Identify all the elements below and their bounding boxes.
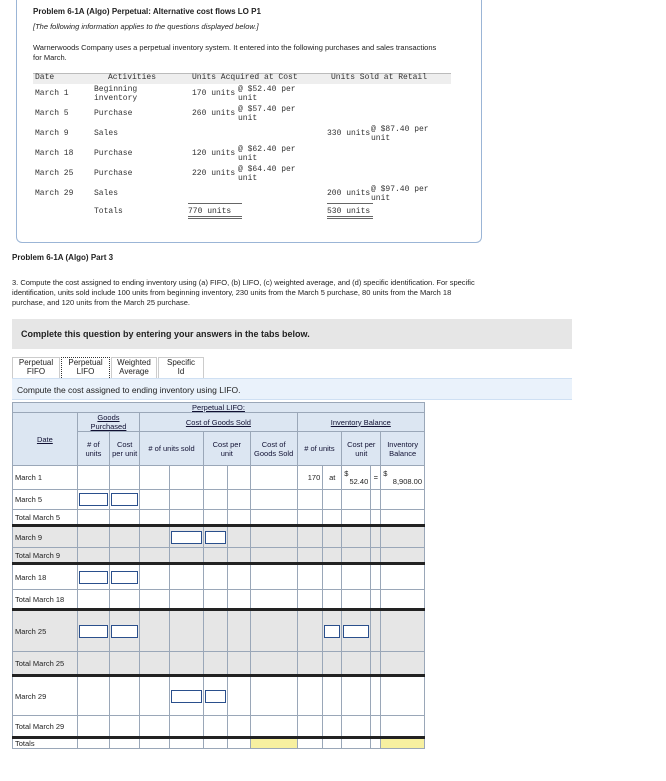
grid-cell	[342, 652, 371, 676]
grid-cell	[140, 738, 170, 749]
grid-cell	[110, 716, 140, 738]
info-row-acq-units: 170 units	[192, 89, 236, 98]
info-row-date: March 25	[35, 169, 74, 178]
part-title: Problem 6-1A (Algo) Part 3	[12, 253, 114, 262]
answer-input[interactable]	[79, 625, 108, 638]
info-row-sold-price: @ $97.40 per unit	[371, 185, 429, 203]
total-acquired: 770 units	[188, 203, 242, 219]
grid-cell	[170, 716, 203, 738]
grid-cell	[323, 738, 342, 749]
lifo-row	[13, 510, 425, 526]
grid-cell	[250, 490, 297, 510]
grid-cell	[342, 738, 371, 749]
info-row-activity: Purchase	[94, 169, 133, 178]
grid-cell	[250, 716, 297, 738]
march1-cost-dollar: $	[344, 468, 349, 478]
info-row-date: March 18	[35, 149, 74, 158]
grid-cell	[170, 652, 203, 676]
grid-cell[interactable]	[110, 490, 140, 510]
grid-cell	[371, 548, 381, 564]
grid-cell	[228, 490, 250, 510]
row-label: Total March 18	[13, 590, 78, 610]
grid-cell	[342, 490, 371, 510]
lifo-row	[13, 548, 425, 564]
grid-cell	[170, 738, 203, 749]
info-row-sold-price: @ $87.40 per unit	[371, 125, 429, 143]
grid-cell	[297, 716, 323, 738]
grid-cell	[170, 590, 203, 610]
grid-cell[interactable]	[170, 526, 203, 548]
th-sold-cost: Cost per unit	[203, 432, 250, 466]
row-label: March 18	[13, 564, 78, 590]
grid-cell	[323, 652, 342, 676]
grid-cell	[203, 466, 228, 490]
grid-cell	[77, 652, 109, 676]
grid-cell	[297, 526, 323, 548]
lifo-row	[13, 676, 425, 716]
grid-cell	[381, 564, 425, 590]
row-label: March 29	[13, 676, 78, 716]
grid-cell	[381, 590, 425, 610]
row-label: Total March 29	[13, 716, 78, 738]
info-note: [The following information applies to the questions displayed below.]	[33, 22, 259, 31]
lifo-row	[13, 526, 425, 548]
info-totals-label: Totals	[94, 207, 123, 216]
row-label: March 25	[13, 610, 78, 652]
grid-cell	[203, 564, 228, 590]
grid-cell	[228, 510, 250, 526]
row-label: Total March 5	[13, 510, 78, 526]
grid-cell	[140, 548, 170, 564]
th-purchased-units: # of units	[77, 432, 109, 466]
info-row-acq-units: 120 units	[192, 149, 236, 158]
grid-cell	[110, 590, 140, 610]
grid-cell	[140, 652, 170, 676]
info-row-acq-cost: @ $62.40 per unit	[238, 145, 296, 163]
grid-cell	[323, 510, 342, 526]
march1-at: at	[323, 466, 342, 490]
answer-input[interactable]	[79, 493, 108, 506]
grid-cell	[250, 676, 297, 716]
col-units-sold: Units Sold at Retail	[331, 73, 428, 82]
grid-cell	[381, 610, 425, 652]
grid-cell	[381, 652, 425, 676]
grid-cell	[228, 738, 250, 749]
answer-input[interactable]	[343, 625, 369, 638]
grid-cell	[170, 510, 203, 526]
grid-cell	[140, 510, 170, 526]
row-label: March 1	[13, 466, 78, 490]
grid-cell	[297, 610, 323, 652]
grid-cell	[77, 548, 109, 564]
th-date: Date	[13, 413, 78, 466]
grid-cell	[140, 610, 170, 652]
info-row-activity: Purchase	[94, 109, 133, 118]
grid-cell	[140, 466, 170, 490]
tab-weighted-average[interactable]: Weighted Average	[111, 357, 157, 378]
info-row-acq-units: 260 units	[192, 109, 236, 118]
grid-cell	[203, 652, 228, 676]
grid-cell	[203, 610, 228, 652]
lifo-row	[13, 590, 425, 610]
grid-cell	[250, 610, 297, 652]
tab-perpetual-lifo[interactable]: Perpetual LIFO	[61, 357, 110, 378]
grid-cell[interactable]	[110, 564, 140, 590]
info-row-acq-cost: @ $57.40 per unit	[238, 105, 296, 123]
grid-cell	[110, 526, 140, 548]
grid-cell	[250, 510, 297, 526]
grid-cell	[342, 526, 371, 548]
grid-cell	[110, 510, 140, 526]
grid-cell	[228, 590, 250, 610]
answer-input[interactable]	[79, 571, 108, 584]
grid-cell	[140, 526, 170, 548]
instructions-banner	[12, 319, 572, 349]
grid-cell	[170, 466, 203, 490]
grid-cell	[381, 510, 425, 526]
grid-cell	[228, 610, 250, 652]
grid-cell	[371, 676, 381, 716]
info-row-date: March 9	[35, 129, 69, 138]
grid-cell	[381, 526, 425, 548]
lifo-row	[13, 564, 425, 590]
grid-cell	[140, 590, 170, 610]
th-balance-cost: Cost per unit	[342, 432, 381, 466]
grid-cell	[250, 652, 297, 676]
grid-cell	[342, 716, 371, 738]
info-row-acq-units: 220 units	[192, 169, 236, 178]
tab-perpetual-fifo[interactable]: Perpetual FIFO	[12, 357, 60, 378]
grid-cell	[297, 676, 323, 716]
info-row-activity: Purchase	[94, 149, 133, 158]
col-units-acquired: Units Acquired at Cost	[192, 73, 298, 82]
tab-specific-id[interactable]: Specific Id	[158, 357, 204, 378]
grid-cell	[371, 738, 381, 749]
grid-cell	[371, 490, 381, 510]
grid-cell	[203, 738, 228, 749]
grid-cell	[323, 548, 342, 564]
info-row-date: March 5	[35, 109, 69, 118]
grid-cell	[342, 676, 371, 716]
grid-cell	[323, 590, 342, 610]
grid-cell	[140, 676, 170, 716]
grid-cell	[381, 490, 425, 510]
grid-cell	[250, 564, 297, 590]
row-label: Totals	[13, 738, 78, 749]
grid-cell	[203, 490, 228, 510]
info-row-activity: Beginning inventory	[94, 85, 138, 103]
lifo-row	[13, 716, 425, 738]
grid-cell[interactable]	[203, 676, 228, 716]
grid-cell	[250, 548, 297, 564]
grid-cell	[228, 548, 250, 564]
grid-cell[interactable]	[203, 526, 228, 548]
row-label: March 5	[13, 490, 78, 510]
info-row-acq-cost: @ $52.40 per unit	[238, 85, 296, 103]
th-purchased-cost: Cost per unit	[110, 432, 140, 466]
grid-cell	[170, 564, 203, 590]
grid-cell[interactable]	[110, 610, 140, 652]
info-row-sold-units: 330 units	[327, 129, 371, 138]
lifo-table	[12, 402, 425, 749]
instruction-bar: Compute the cost assigned to ending inventory using LIFO.	[12, 378, 572, 400]
grid-cell	[323, 526, 342, 548]
grid-cell[interactable]	[77, 490, 109, 510]
grid-cell	[250, 466, 297, 490]
grid-cell	[371, 610, 381, 652]
answer-input[interactable]	[111, 571, 138, 584]
info-row-activity: Sales	[94, 189, 119, 198]
lifo-row	[13, 610, 425, 652]
grid-cell	[342, 590, 371, 610]
march1-cost-cell	[342, 466, 371, 490]
grid-cell	[77, 676, 109, 716]
march1-balance-dollar: $	[383, 468, 388, 478]
grid-cell	[250, 590, 297, 610]
lifo-row	[13, 466, 425, 490]
march1-equals: =	[371, 466, 381, 490]
lifo-row	[13, 738, 425, 749]
grid-cell	[323, 676, 342, 716]
grid-cell	[381, 716, 425, 738]
grid-cell	[371, 526, 381, 548]
grid-cell	[297, 548, 323, 564]
info-row-date: March 29	[35, 189, 74, 198]
th-units-sold: # of units sold	[140, 432, 204, 466]
grid-cell	[371, 564, 381, 590]
grid-cell	[323, 564, 342, 590]
info-row-activity: Sales	[94, 129, 119, 138]
grid-cell	[323, 490, 342, 510]
grid-cell	[110, 652, 140, 676]
grid-cell	[297, 510, 323, 526]
grid-cell	[297, 564, 323, 590]
answer-input[interactable]	[324, 625, 340, 638]
grid-cell	[371, 510, 381, 526]
row-label: Total March 25	[13, 652, 78, 676]
col-date: Date	[35, 73, 55, 82]
grid-cell	[228, 716, 250, 738]
grid-cell	[110, 548, 140, 564]
grid-cell	[203, 510, 228, 526]
th-cogs: Cost of Goods Sold	[250, 432, 297, 466]
lifo-row	[13, 490, 425, 510]
grid-cell	[110, 676, 140, 716]
grid-cell	[77, 510, 109, 526]
grid-cell[interactable]	[323, 610, 342, 652]
th-cogs-group: Cost of Goods Sold	[140, 413, 297, 432]
total-sold: 530 units	[327, 203, 373, 219]
col-activities: Activities	[108, 73, 157, 82]
grid-cell	[297, 738, 323, 749]
grid-cell	[203, 590, 228, 610]
grid-cell	[140, 490, 170, 510]
lifo-row	[13, 652, 425, 676]
grid-cell	[297, 652, 323, 676]
th-balance-group: Inventory Balance	[297, 413, 424, 432]
grid-cell[interactable]	[77, 564, 109, 590]
grid-cell	[203, 716, 228, 738]
row-label: Total March 9	[13, 548, 78, 564]
grid-cell	[77, 466, 109, 490]
grid-cell	[77, 526, 109, 548]
answer-input[interactable]	[171, 531, 201, 544]
question-text: 3. Compute the cost assigned to ending inventory using (a) FIFO, (b) LIFO, (c) weighted average, and (d) specific identification. For specific identification, units sold include 100 units from beginning inventory, 230 units from the March 5 purchase, 80 units from the March 18 purchase, and 120 units from the March 25 purchase.	[12, 278, 475, 307]
answer-input[interactable]	[111, 625, 138, 638]
info-row-acq-cost: @ $64.40 per unit	[238, 165, 296, 183]
lifo-title: Perpetual LIFO:	[13, 403, 425, 413]
grid-cell	[140, 716, 170, 738]
intro-text: Warnerwoods Company uses a perpetual inventory system. It entered into the following purchases and sales transactions for March.	[33, 43, 437, 62]
grid-cell	[342, 548, 371, 564]
grid-cell	[250, 738, 297, 749]
grid-cell	[371, 716, 381, 738]
grid-cell	[228, 652, 250, 676]
info-row-date: March 1	[35, 89, 69, 98]
grid-cell	[228, 526, 250, 548]
grid-cell	[170, 548, 203, 564]
th-goods-purchased: Goods Purchased	[77, 413, 140, 432]
grid-cell	[342, 564, 371, 590]
banner-text: Complete this question by entering your answers in the tabs below.	[21, 329, 310, 339]
grid-cell	[381, 738, 425, 749]
grid-cell	[381, 548, 425, 564]
grid-cell	[77, 590, 109, 610]
grid-cell	[77, 738, 109, 749]
grid-cell	[140, 564, 170, 590]
grid-cell	[371, 590, 381, 610]
grid-cell	[297, 590, 323, 610]
grid-cell	[371, 652, 381, 676]
grid-cell	[170, 490, 203, 510]
march1-balance-cell	[381, 466, 425, 490]
th-balance-units: # of units	[297, 432, 342, 466]
grid-cell	[170, 610, 203, 652]
grid-cell	[381, 676, 425, 716]
grid-cell[interactable]	[170, 676, 203, 716]
th-inv-balance: Inventory Balance	[381, 432, 425, 466]
grid-cell[interactable]	[342, 610, 371, 652]
grid-cell	[228, 466, 250, 490]
march1-cost-value: 52.40	[349, 476, 369, 486]
march1-balance-units: 170	[297, 466, 323, 490]
grid-cell	[203, 548, 228, 564]
answer-input[interactable]	[205, 690, 227, 703]
answer-input[interactable]	[111, 493, 138, 506]
grid-cell	[323, 716, 342, 738]
grid-cell	[228, 676, 250, 716]
answer-input[interactable]	[171, 690, 201, 703]
march1-balance-value: 8,908.00	[392, 476, 422, 486]
problem-title: Problem 6-1A (Algo) Perpetual: Alternative cost flows LO P1	[33, 7, 261, 16]
grid-cell	[110, 466, 140, 490]
grid-cell[interactable]	[77, 610, 109, 652]
grid-cell	[228, 564, 250, 590]
answer-input[interactable]	[205, 531, 227, 544]
info-row-sold-units: 200 units	[327, 189, 371, 198]
grid-cell	[110, 738, 140, 749]
grid-cell	[342, 510, 371, 526]
grid-cell	[77, 716, 109, 738]
row-label: March 9	[13, 526, 78, 548]
grid-cell	[297, 490, 323, 510]
grid-cell	[250, 526, 297, 548]
